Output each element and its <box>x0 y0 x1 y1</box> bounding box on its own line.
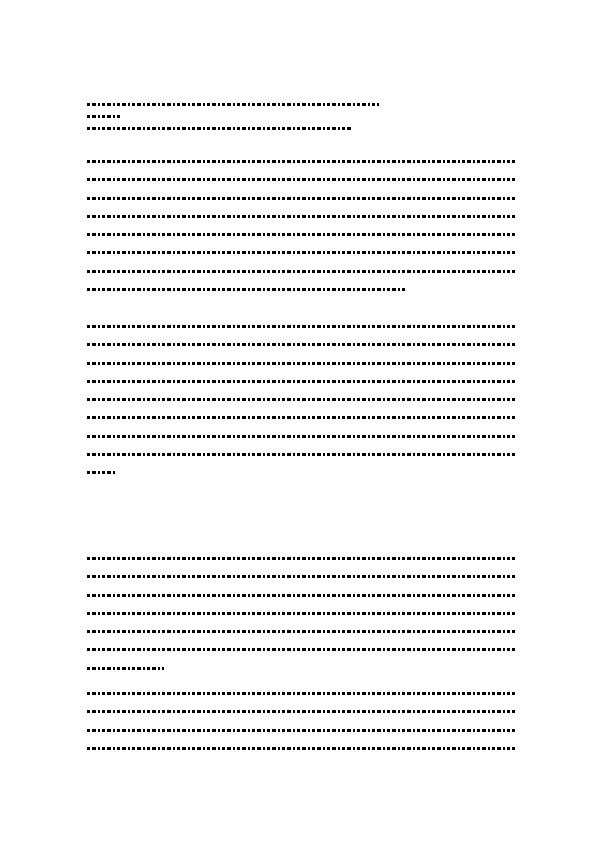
text-line <box>87 343 515 346</box>
text-line <box>87 215 515 218</box>
text-line <box>87 648 515 651</box>
paragraph-4 <box>87 692 515 765</box>
text-line <box>87 416 515 419</box>
paragraph-2 <box>87 325 515 490</box>
text-line <box>87 453 515 456</box>
text-line <box>87 270 515 273</box>
paragraph-3 <box>87 557 515 685</box>
text-line <box>87 594 515 597</box>
header-line-2 <box>87 115 121 118</box>
document-header <box>87 103 515 139</box>
text-line <box>87 398 515 401</box>
text-line <box>87 630 515 633</box>
text-line <box>87 435 515 438</box>
text-line <box>87 160 515 163</box>
text-line <box>87 667 164 670</box>
text-line <box>87 362 515 365</box>
text-line <box>87 380 515 383</box>
header-line-3 <box>87 127 351 130</box>
paragraph-1 <box>87 160 515 306</box>
text-line <box>87 233 515 236</box>
text-line <box>87 692 515 695</box>
text-line <box>87 178 515 181</box>
text-line <box>87 729 515 732</box>
text-line <box>87 747 515 750</box>
text-line <box>87 575 515 578</box>
text-line <box>87 557 515 560</box>
header-line-1 <box>87 103 379 106</box>
text-line <box>87 710 515 713</box>
text-line <box>87 612 515 615</box>
text-line <box>87 471 117 474</box>
text-line <box>87 251 515 254</box>
text-line <box>87 288 405 291</box>
text-line <box>87 197 515 200</box>
text-line <box>87 325 515 328</box>
